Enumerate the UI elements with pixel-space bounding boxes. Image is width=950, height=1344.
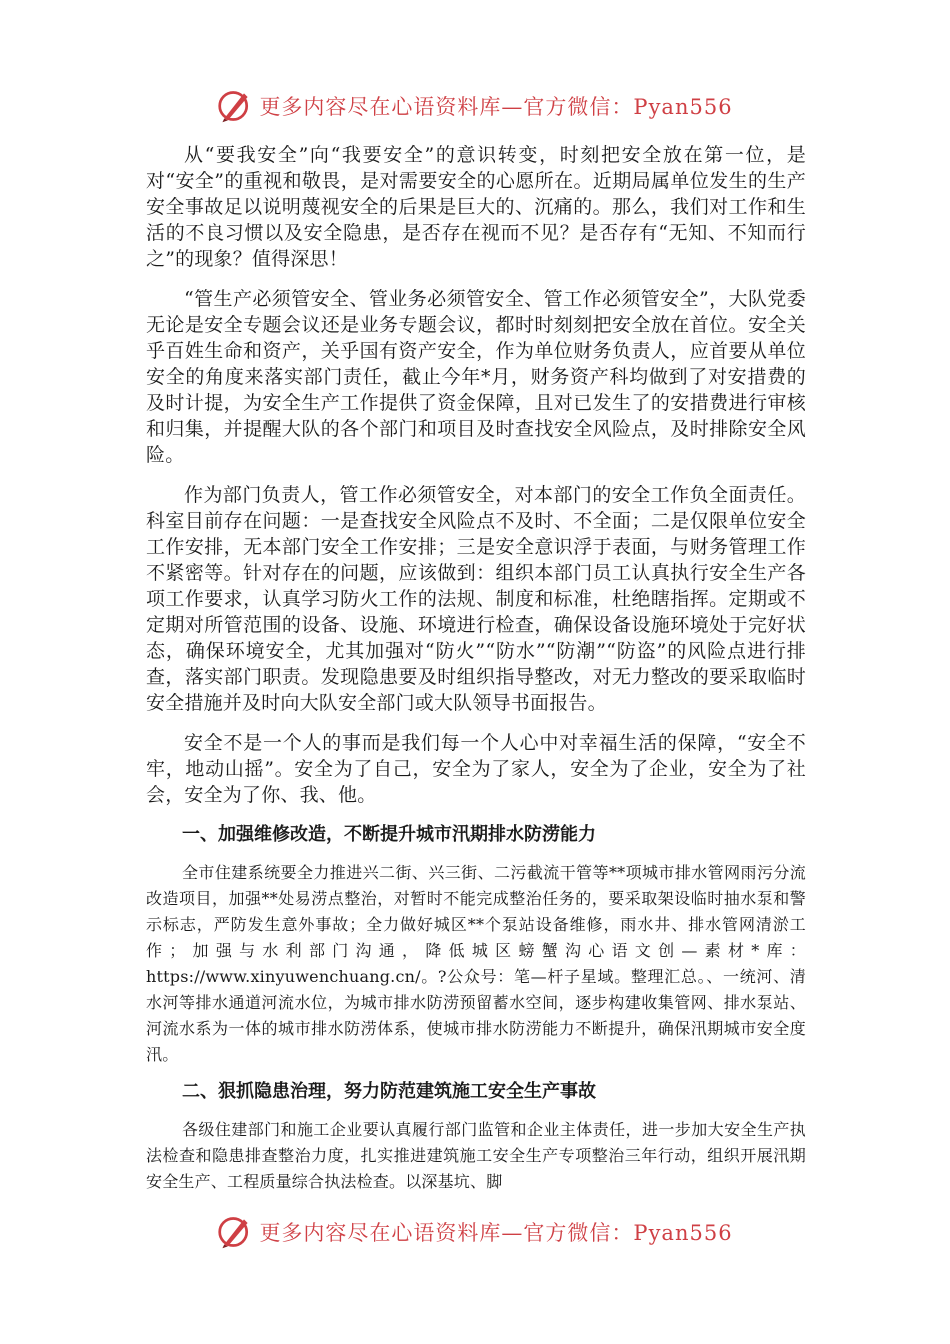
header-banner-text: 更多内容尽在心语资料库—官方微信：Pyan556: [259, 95, 733, 119]
section-2-heading: 二、狠抓隐患治理，努力防范建筑施工安全生产事故: [182, 1081, 596, 1102]
section-1-heading: 一、加强维修改造，不断提升城市汛期排水防涝能力: [182, 824, 596, 845]
section-2-body: 各级住建部门和施工企业要认真履行部门监管和企业主体责任，进一步加大安全生产执法检查和隐患排查整治力度，扎实推进建筑施工安全生产专项整治三年行动，组织开展汛期安全生产、工程质量综合执法检查。以深基坑、脚: [146, 1120, 806, 1191]
paragraph-3: 作为部门负责人，管工作必须管安全，对本部门的安全工作负全面责任。科室目前存在问题：一是查找安全风险点不及时、不全面；二是仅限单位安全工作安排，无本部门安全工作安排；三是安全意识浮于表面，与财务管理工作不紧密等。针对存在的问题，应该做到：组织本部门员工认真执行安全生产各项工作要求，认真学习防火工作的法规、制度和标准，杜绝瞎指挥。定期或不定期对所管范围的设备、设施、环境进行检查，确保设备设施环境处于完好状态，确保环境安全，尤其加强对“防火”“防水”“防潮”“防盗”的风险点进行排查，落实部门职责。发现隐患要及时组织指导整改，对无力整改的要采取临时安全措施并及时向大队安全部门或大队领导书面报告。: [146, 484, 806, 714]
header-banner: [0, 84, 950, 128]
paragraph-1: 从“要我安全”向“我要安全”的意识转变，时刻把安全放在第一位，是对“安全”的重视和敬畏，是对需要安全的心愿所在。近期局属单位发生的生产安全事故足以说明蔑视安全的后果是巨大的、沉痛的。那么，我们对工作和生活的不良习惯以及安全隐患，是否存在视而不见？是否存有“无知、不知而行之”的现象？值得深思！: [146, 144, 806, 270]
paragraph-4: 安全不是一个人的事而是我们每一个人心中对幸福生活的保障，“安全不牢，地动山摇”。安全为了自己，安全为了家人，安全为了企业，安全为了社会，安全为了你、我、他。: [146, 732, 806, 806]
pen-logo-icon: [217, 1214, 253, 1250]
footer-banner: [0, 1210, 950, 1254]
document-body: [146, 142, 806, 1206]
paragraph-2: “管生产必须管安全、管业务必须管安全、管工作必须管安全”，大队党委无论是安全专题会议还是业务专题会议，都时时刻刻把安全放在首位。安全关乎百姓生命和资产，关乎国有资产安全，作为单位财务负责人，应首要从单位安全的角度来落实部门责任，截止今年*月，财务资产科均做到了对安措费的及时计提，为安全生产工作提供了资金保障，且对已发生了的安措费进行审核和归集，并提醒大队的各个部门和项目及时查找安全风险点，及时排除安全风险。: [146, 288, 806, 466]
section-1-body: 全市住建系统要全力推进兴二街、兴三街、二污截流干管等**项城市排水管网雨污分流改造项目，加强**处易涝点整治，对暂时不能完成整治任务的，要采取架设临时抽水泵和警示标志，严防发生意外事故；全力做好城区**个泵站设备维修，雨水井、排水管网清淤工作；加强与水利部门沟通，降低城区螃蟹沟心语文创—素材*库：https://www.xinyuwenchuang.cn/。?公众号：笔—杆子星域。整理汇总。、一统河、清水河等排水通道河流水位，为城市排水防涝预留蓄水空间，逐步构建收集管网、排水泵站、河流水系为一体的城市排水防涝体系，使城市排水防涝能力不断提升，确保汛期城市安全度汛。: [146, 863, 806, 1064]
footer-banner-text: 更多内容尽在心语资料库—官方微信：Pyan556: [259, 1221, 733, 1245]
pen-logo-icon: [217, 88, 253, 124]
